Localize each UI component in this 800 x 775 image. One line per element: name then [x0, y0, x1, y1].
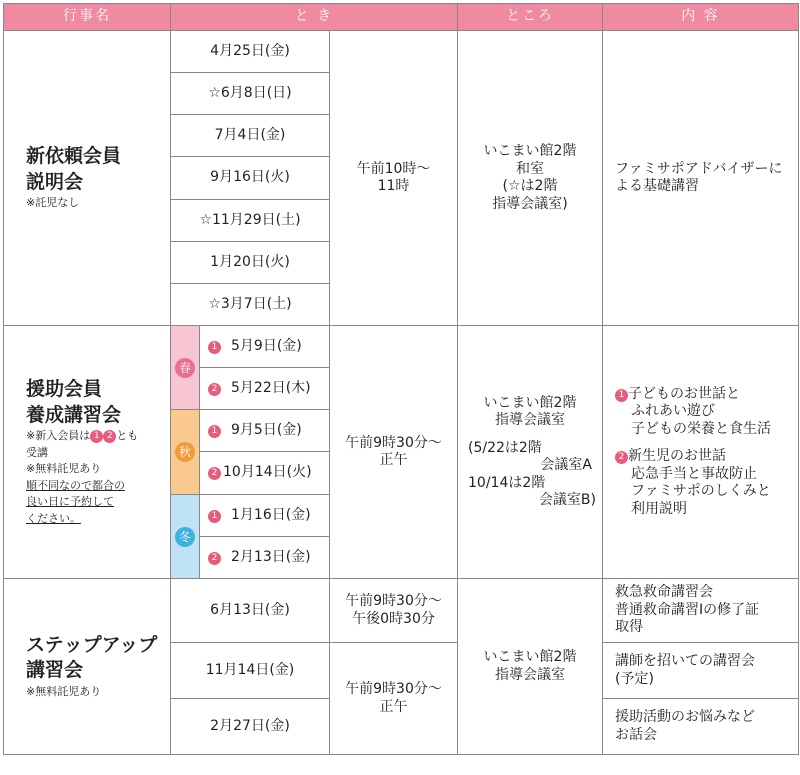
- training-date-3: 1 9月5日(金): [200, 410, 330, 452]
- stepup-note: ※無料託児あり: [26, 684, 102, 698]
- season-winter: [171, 495, 200, 579]
- training-note-3b: 良い日に予約して: [26, 495, 114, 509]
- header-place: ところ: [458, 4, 603, 31]
- briefing-date-3: 7月4日(金): [171, 115, 330, 157]
- stepup-content-3: 援助活動のお悩みなど お話会: [603, 699, 799, 755]
- briefing-note: ※託児なし: [26, 196, 80, 210]
- stepup-content-1: 救急救命講習会 普通救命講習Ⅰの修了証 取得: [603, 579, 799, 643]
- stepup-date-2: 11月14日(金): [171, 643, 330, 699]
- training-date-1: 1 5月9日(金): [200, 326, 330, 368]
- training-content: 1 子どものお世話と ふれあい遊び 子どもの栄養と食生活 2 新生児のお世話 応急手当と事故防止 ファミサポのしくみと 利用説明: [603, 326, 799, 579]
- training-note-1: ※新入会員は 1 2 とも: [26, 429, 139, 443]
- stepup-date-3: 2月27日(金): [171, 699, 330, 755]
- stepup-title-2: 講習会: [26, 659, 84, 682]
- training-note-1c: 受講: [26, 445, 48, 459]
- training-place: いこまい館2階 指導会議室 (5/22は2階 会議室A 10/14は2階 会議室B): [458, 326, 603, 579]
- training-date-2: 2 5月22日(木): [200, 368, 330, 410]
- briefing-date-2: ☆6月8日(日): [171, 73, 330, 115]
- spring-badge: 春: [175, 358, 195, 378]
- season-autumn: [171, 410, 200, 495]
- header-time: と き: [171, 4, 458, 31]
- briefing-date-7: ☆3月7日(土): [171, 284, 330, 326]
- stepup-place: いこまい館2階 指導会議室: [458, 579, 603, 755]
- briefing-date-5: ☆11月29日(土): [171, 200, 330, 242]
- briefing-time: 午前10時〜 11時: [330, 31, 458, 326]
- stepup-time-b: 午前9時30分〜 正午: [330, 643, 458, 755]
- stepup-title-1: ステップアップ: [26, 633, 158, 656]
- training-event: [4, 326, 171, 579]
- schedule-table: [3, 3, 799, 755]
- training-note-3a: 順不同なので都合の: [26, 478, 125, 492]
- training-time: 午前9時30分〜 正午: [330, 326, 458, 579]
- stepup-time-a: 午前9時30分〜 午後0時30分: [330, 579, 458, 643]
- briefing-event: [4, 31, 171, 326]
- briefing-title-1: 新依頼会員: [26, 145, 122, 168]
- training-date-4: 2 10月14日(火): [200, 452, 330, 495]
- header-event: 行事名: [4, 4, 171, 31]
- briefing-place: いこまい館2階 和室 (☆は2階 指導会議室): [458, 31, 603, 326]
- training-note-2: ※無料託児あり: [26, 462, 102, 476]
- header-content: 内 容: [603, 4, 799, 31]
- briefing-content: ファミサポアドバイザーに よる基礎講習: [603, 31, 799, 326]
- training-note-3c: ください。: [26, 511, 81, 525]
- briefing-date-4: 9月16日(火): [171, 157, 330, 200]
- header-row: [4, 4, 799, 31]
- training-title-1: 援助会員: [26, 377, 103, 400]
- briefing-title-2: 説明会: [26, 170, 84, 193]
- season-spring: [171, 326, 200, 410]
- number-badge: 1: [90, 430, 103, 443]
- number-badge: 2: [103, 430, 116, 443]
- briefing-date-1: 4月25日(金): [171, 31, 330, 73]
- training-date-6: 2 2月13日(金): [200, 537, 330, 579]
- training-date-5: 1 1月16日(金): [200, 495, 330, 537]
- training-title-2: 養成講習会: [26, 403, 122, 426]
- stepup-event: [4, 579, 171, 755]
- autumn-badge: 秋: [175, 442, 195, 462]
- briefing-date-6: 1月20日(火): [171, 242, 330, 284]
- stepup-date-1: 6月13日(金): [171, 579, 330, 643]
- stepup-content-2: 講師を招いての講習会 (予定): [603, 643, 799, 699]
- winter-badge: 冬: [175, 527, 195, 547]
